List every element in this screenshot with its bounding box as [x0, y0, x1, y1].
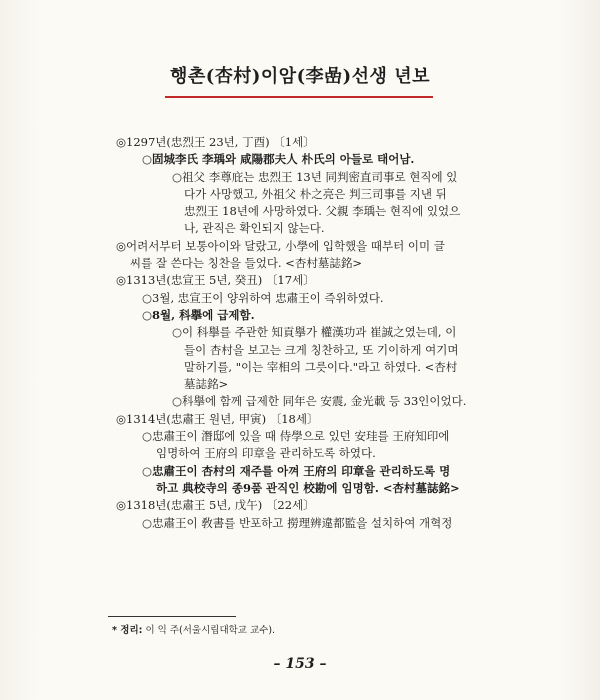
text-line: ◎1313년(忠宣王 5년, 癸丑) 〔17세〕: [116, 273, 315, 288]
footnote-text: 이 익 주(서울시립대학교 교수).: [142, 625, 276, 636]
footnote-label: * 정리:: [112, 625, 143, 636]
text-line: 다가 사망했고, 外祖父 朴之亮은 判三司事를 지낸 뒤: [184, 186, 447, 201]
text-line: 말하기를, "이는 宰相의 그릇이다."라고 하였다. <杏村: [184, 359, 458, 374]
text-line: ○科擧에 함께 급제한 同年은 安震, 金光載 등 33인이었다.: [172, 394, 467, 409]
text-line: 나, 관직은 확인되지 않는다.: [184, 221, 325, 236]
footnote-divider: [108, 616, 236, 617]
page-title: 행촌(杏村)이암(李嵒)선생 년보: [170, 66, 430, 87]
footnote: [112, 622, 275, 636]
text-line: ○8월, 科擧에 급제함.: [142, 307, 255, 322]
text-line: ○祖父 李尊庇는 忠烈王 13년 同判密直司事로 현직에 있: [172, 169, 458, 184]
text-line: 忠烈王 18년에 사망하였다. 父親 李瑀는 현직에 있었으: [184, 204, 461, 219]
text-line: 임명하여 王府의 印章을 관리하도록 하였다.: [156, 446, 376, 461]
text-line: ◎1297년(忠烈王 23년, 丁酉) 〔1세〕: [116, 135, 315, 149]
text-line: ◎1318년(忠肅王 5년, 戊午) 〔22세〕: [116, 498, 315, 513]
text-line: ○3월, 忠宣王이 양위하여 忠肅王이 즉위하였다.: [142, 290, 384, 305]
text-line: 墓誌銘>: [184, 377, 229, 392]
chronology-body: [116, 134, 516, 532]
text-line: ○忠肅王이 杏村의 재주를 아껴 王府의 印章을 관리하도록 명: [142, 463, 451, 478]
text-line: ○忠肅王이 敎書를 반포하고 撈理辨違都監을 설치하여 개혁정: [142, 515, 453, 530]
text-line: 씨를 잘 쓴다는 칭찬을 들었다. <杏村墓誌銘>: [130, 256, 363, 271]
text-line: ◎1314년(忠肅王 원년, 甲寅) 〔18세〕: [116, 411, 319, 426]
text-line: 하고 典校寺의 종9품 관직인 校勘에 임명함. <杏村墓誌銘>: [156, 480, 460, 495]
title-underline: [165, 96, 433, 98]
page-number: – 153 –: [273, 656, 327, 672]
text-line: ○이 科擧를 주관한 知貢擧가 權漢功과 崔誠之였는데, 이: [172, 325, 457, 340]
text-line: 들이 杏村을 보고는 크게 칭찬하고, 또 기이하게 여기며: [184, 342, 459, 357]
text-line: ◎어려서부터 보통아이와 달랐고, 小學에 입학했을 때부터 이미 글: [116, 238, 445, 253]
text-line: ○固城李氏 李瑀와 咸陽郡夫人 朴氏의 아들로 태어남.: [142, 152, 415, 167]
text-line: ○忠肅王이 潛邸에 있을 때 侍學으로 있던 安珪를 王府知印에: [142, 429, 450, 444]
